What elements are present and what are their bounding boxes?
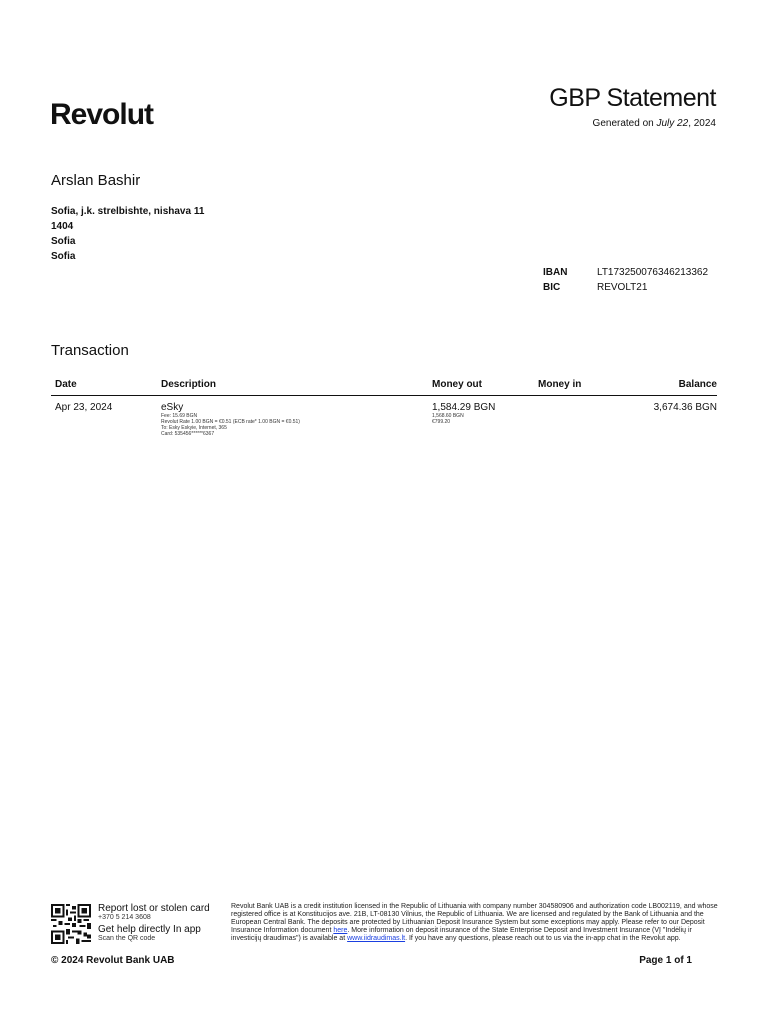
legal-text: . If you have any questions, please reach out to us via the in-app chat in the Revolut app. xyxy=(405,935,681,942)
description-title: eSky xyxy=(161,402,184,413)
section-title: Transaction xyxy=(51,342,129,359)
col-money-out: Money out xyxy=(432,379,482,390)
iban-value: LT173250076346213362 xyxy=(597,267,709,278)
generated-year: , 2024 xyxy=(688,118,716,129)
iban-label: IBAN xyxy=(543,267,568,278)
support-phone: +370 5 214 3608 xyxy=(98,914,151,921)
address-line: Sofia xyxy=(51,251,76,262)
table-row xyxy=(51,402,717,442)
deposit-info-link[interactable]: here xyxy=(333,927,348,934)
legal-text: Revolut Bank UAB is a credit institution licensed in the Republic of Lithuania with company number 304580906 and authorization code LB002119, and whose registered office is at Konstitucijos ave. 21B, LT-08130 Vilnius, the Republic of Lithuania. We are licensed and regulated by the Bank of Lithuania and the European Central Bank. The deposits are protected by Lithuanian Deposit Insurance System but some exceptions may apply. Please refer to our Deposit Insurance Information document xyxy=(231,903,718,934)
row-money-out xyxy=(432,402,495,425)
money-out-detail: €799.20 xyxy=(432,419,451,425)
generated-prefix: Generated on xyxy=(592,118,654,129)
description-detail: Card: 535456******6367 xyxy=(161,431,215,437)
generated-date xyxy=(593,118,716,129)
get-help-text: Get help directly In app xyxy=(98,924,201,935)
col-money-in: Money in xyxy=(538,379,582,390)
bank-details xyxy=(543,265,708,295)
statement-title: GBP Statement xyxy=(549,84,716,112)
row-date: Apr 23, 2024 xyxy=(55,402,113,413)
address-line: 1404 xyxy=(51,221,74,232)
report-lost-text: Report lost or stolen card xyxy=(98,903,210,914)
col-balance: Balance xyxy=(678,379,717,390)
table-header xyxy=(51,378,717,396)
col-description: Description xyxy=(161,379,217,390)
col-date: Date xyxy=(55,379,77,390)
customer-name: Arslan Bashir xyxy=(51,172,141,189)
description-detail: Revolut Rate 1.00 BGN = €0.51 (ECB rate* 1.00 BGN = €0.51) xyxy=(161,419,300,425)
help-block xyxy=(98,903,210,942)
description-detail: To: Esky Eskyie, Internet, 365 xyxy=(161,425,227,431)
revolut-logo: Revolut xyxy=(50,98,154,131)
description-detail: Fee: 15.69 BGN xyxy=(161,413,198,419)
bic-label: BIC xyxy=(543,282,561,293)
iidraudimas-link[interactable]: www.iidraudimas.lt xyxy=(347,935,406,942)
address-line: Sofia xyxy=(51,236,76,247)
legal-text: . More information on deposit insurance of the State Enterprise Deposit and Investment Insurance (VĮ "Indėlių ir investicijų draudimas") is available at xyxy=(231,927,692,942)
page-number: Page 1 of 1 xyxy=(639,955,692,966)
copyright: © 2024 Revolut Bank UAB xyxy=(51,955,175,966)
generated-day: July 22 xyxy=(656,118,689,129)
address-line: Sofia, j.k. strelbishte, nishava 11 xyxy=(51,206,205,217)
legal-disclaimer xyxy=(231,903,718,943)
row-description xyxy=(161,402,300,437)
row-balance: 3,674.36 BGN xyxy=(653,402,717,413)
money-out-amount: 1,584.29 BGN xyxy=(432,402,496,413)
money-out-detail: 1,568.60 BGN xyxy=(432,413,464,419)
qr-code-icon xyxy=(51,904,91,944)
bic-value: REVOLT21 xyxy=(597,282,648,293)
scan-qr-text: Scan the QR code xyxy=(98,935,156,942)
customer-address xyxy=(51,204,204,264)
